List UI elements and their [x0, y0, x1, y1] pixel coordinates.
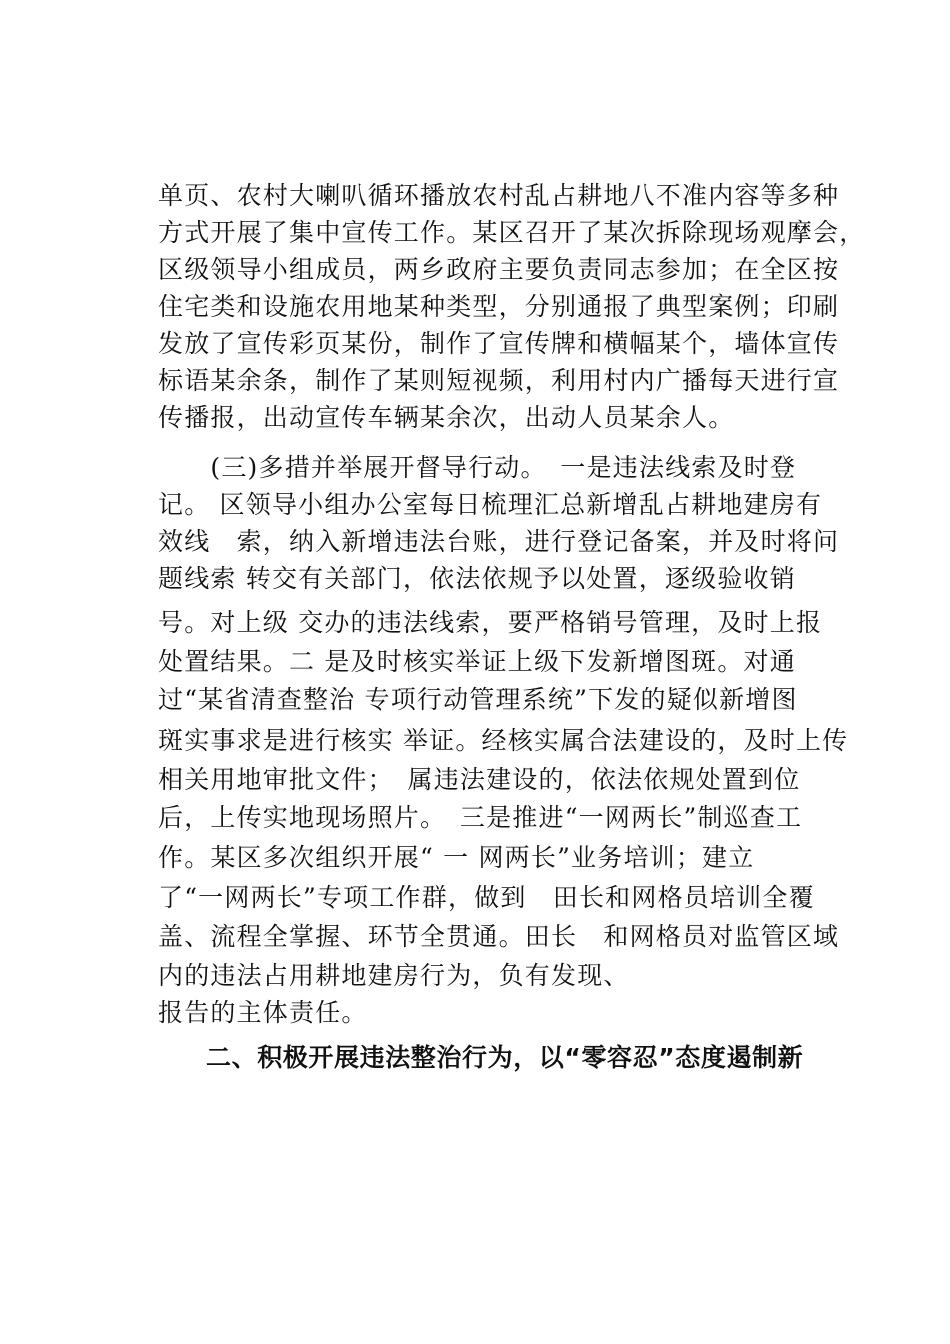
body-text-line: 后，上传实地现场照片。 三是推进“一网两长”制巡查工 — [158, 803, 803, 832]
body-text-line: 住宅类和设施农用地某种类型，分别通报了典型案例；印刷 — [158, 292, 840, 321]
body-text-line: 作。某区多次组织开展“ 一 网两长”业务培训；建立 — [158, 843, 755, 872]
section-lead-line: (三)多措并举展开督导行动。 一是违法线索及时登 — [158, 453, 797, 482]
body-text-line: 效线 索，纳入新增违法台账，进行登记备案，并及时将问 — [158, 527, 840, 556]
body-text-line: 发放了宣传彩页某份，制作了宣传牌和横幅某个，墙体宣传 — [158, 329, 840, 358]
body-text-line: 盖、流程全掌握、环节全贯通。田长 和网格员对监管区域 — [158, 922, 840, 951]
body-text-line: 单页、农村大喇叭循环播放农村乱占耕地八不准内容等多种 — [158, 181, 840, 210]
section-heading: 二、积极开展违法整治行为，以“零容忍”态度遏制新 — [206, 1043, 804, 1072]
body-text-line: 号。对上级 交办的违法线索，要严格销号管理，及时上报 — [158, 608, 823, 637]
body-text-line: 相关用地审批文件； 属违法建设的，依法依规处置到位 — [158, 765, 801, 794]
body-text-line: 了“一网两长”专项工作群，做到 田长和网格员培训全覆 — [158, 883, 815, 912]
body-text-line: 处置结果。二 是及时核实举证上级下发新增图斑。对通 — [158, 647, 796, 676]
body-text-line: 方式开展了集中宣传工作。某区召开了某次拆除现场观摩会， — [158, 218, 866, 247]
body-text-line: 斑实事求是进行核实 举证。经核实属合法建设的，及时上传 — [158, 726, 849, 755]
body-text-line: 报告的主体责任。 — [158, 998, 368, 1027]
body-text-line: 题线索 转交有关部门，依法依规予以处置，逐级验收销 — [158, 564, 796, 593]
body-text-line: 标语某余条，制作了某则短视频，利用村内广播每天进行宣 — [158, 366, 840, 395]
body-text-line: 内的违法占用耕地建房行为，负有发现、 — [158, 961, 630, 990]
body-text-line: 记。 区领导小组办公室每日梳理汇总新增乱占耕地建房有 — [158, 490, 823, 519]
body-text-line: 过“某省清查整治 专项行动管理系统”下发的疑似新增图 — [158, 685, 798, 714]
body-text-line: 传播报，出动宣传车辆某余次，出动人员某余人。 — [158, 403, 735, 432]
body-text-line: 区级领导小组成员，两乡政府主要负责同志参加；在全区按 — [158, 255, 840, 284]
